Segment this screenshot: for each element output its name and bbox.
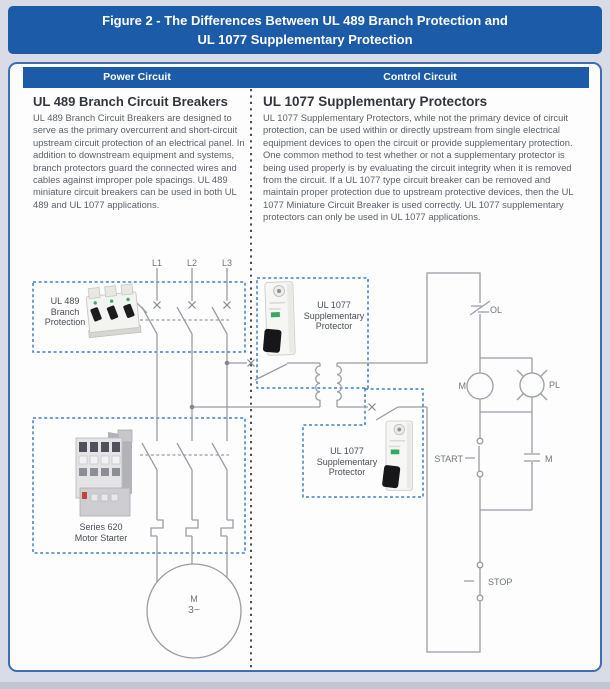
phase-label-l2: L2 — [186, 258, 197, 268]
series-620-starter-image — [76, 430, 132, 516]
ol-contact-label: OL — [490, 305, 503, 315]
ul1077-breaker-image-2 — [382, 421, 413, 490]
motor-label: M 3~ — [188, 594, 200, 616]
ul489-body-text: UL 489 Branch Circuit Breakers are designed to serve as the primary overcurrent and short-circuit upstream circuit protection of an electrical panel. In addition to downstream equipment and systems, branch protectors guard the connected wires and cables against improper pole spacings. UL 489 miniature circuit breakers can be used in both UL 489 and UL 1077 applications. — [33, 112, 245, 210]
ul489-heading: UL 489 Branch Circuit Breakers — [33, 94, 228, 109]
bottom-edge-strip — [0, 682, 610, 689]
ul1077-breaker-image-1 — [260, 282, 295, 356]
junction-dots — [190, 361, 230, 410]
ul1077-box1-label: UL 1077 Supplementary Protector — [303, 300, 365, 331]
figure-title-line2: UL 1077 Supplementary Protection — [197, 32, 413, 47]
ul489-box-label: UL 489 Branch Protection — [44, 296, 86, 327]
pl-light-label: PL — [549, 380, 561, 390]
m-aux-contact-label: M — [545, 454, 553, 464]
phase-label-l1: L1 — [151, 258, 162, 268]
ul1077-body-text: UL 1077 Supplementary Protectors, while not the primary device of circuit protection, can be used within or directly upstream from single electrical equipment devices to open the circuit or provide supplementary protection. One common method to test whether or not a supplementary protector is being used properly is by evaluating the circuit integrity when it is removed from the circuit. If a UL 1077 type circuit breaker can be removed and maintain proper protection due to upstream protective devices, then the UL 1077 Miniature Circuit Breaker is used correctly. UL 1077 supplementary protectors can only be used in UL 1077 applications. — [263, 112, 574, 223]
m-coil-label: M — [458, 381, 466, 391]
series-620-label: Series 620 Motor Starter — [74, 522, 128, 543]
stop-button-label: STOP — [488, 577, 513, 587]
start-button-label: START — [434, 454, 463, 464]
control-circuit-header: Control Circuit — [383, 71, 457, 83]
power-circuit-header: Power Circuit — [103, 71, 171, 83]
ul1077-heading: UL 1077 Supplementary Protectors — [263, 94, 488, 109]
ul1077-box2-label: UL 1077 Supplementary Protector — [316, 446, 378, 477]
phase-label-l3: L3 — [221, 258, 232, 268]
figure-title-line1: Figure 2 - The Differences Between UL 489 Branch Protection and — [102, 13, 508, 28]
